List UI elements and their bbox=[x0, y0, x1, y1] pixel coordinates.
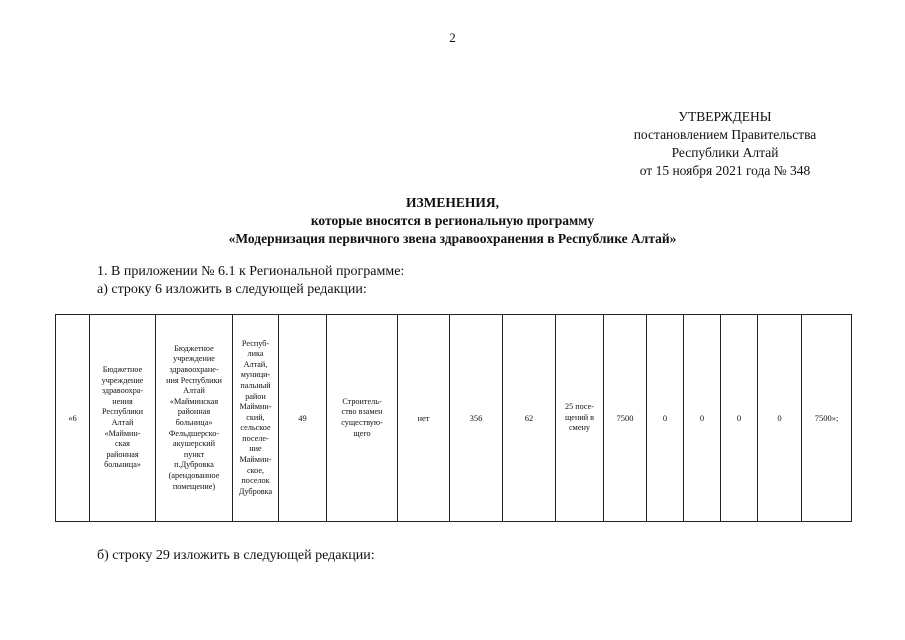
table-cell-institution: Бюджетное учреждение здравоохра- нения Республики Алтай «Маймин- ская районная больница» bbox=[90, 315, 156, 522]
table-cell-value: 0 bbox=[758, 315, 802, 522]
heading-program-name: «Модернизация первичного звена здравоохранения в Республике Алтай» bbox=[228, 231, 677, 246]
approval-line: от 15 ноября 2021 года № 348 bbox=[639, 163, 811, 178]
heading-title: ИЗМЕНЕНИЯ, bbox=[405, 195, 499, 210]
table-cell-value: 0 bbox=[721, 315, 758, 522]
page-number: 2 bbox=[449, 30, 456, 45]
paragraph-row-6: а) строку 6 изложить в следующей редакции: bbox=[97, 282, 367, 297]
table-cell-value: нет bbox=[398, 315, 450, 522]
heading-subtitle: которые вносятся в региональную программу bbox=[310, 213, 595, 228]
amendment-table bbox=[55, 314, 852, 522]
approval-line: постановлением Правительства bbox=[633, 127, 817, 142]
paragraph-appendix: 1. В приложении № 6.1 к Региональной программе: bbox=[97, 264, 405, 279]
table-cell-row-number: «6 bbox=[56, 315, 90, 522]
table-cell-value: 0 bbox=[684, 315, 721, 522]
document-heading bbox=[0, 194, 905, 248]
table-cell-value: 49 bbox=[279, 315, 327, 522]
table-cell-total: 7500»; bbox=[802, 315, 852, 522]
table-cell-value: 7500 bbox=[604, 315, 647, 522]
table-cell-facility: Бюджетное учреждение здравоохране- ния Республики Алтай «Майминская районная больница» Фельдшерско- акушерский пункт п.Дубровка (арендованное помещение) bbox=[156, 315, 233, 522]
table-cell-value: 356 bbox=[450, 315, 503, 522]
paragraph-row-29: б) строку 29 изложить в следующей редакции: bbox=[97, 548, 375, 563]
table-cell-work-type: Строитель- ство взамен существую- щего bbox=[327, 315, 398, 522]
table-cell-capacity: 25 посе- щений в смену bbox=[556, 315, 604, 522]
table-cell-value: 0 bbox=[647, 315, 684, 522]
approval-block bbox=[600, 108, 850, 180]
approval-line: Республики Алтай bbox=[671, 145, 779, 160]
approval-line: УТВЕРЖДЕНЫ bbox=[678, 109, 772, 124]
table-row bbox=[56, 315, 852, 522]
table-cell-location: Респуб- лика Алтай, муници- пальный район Маймин- ский, сельское поселе- ние Маймин- ское, поселок Дубровка bbox=[233, 315, 279, 522]
table-cell-value: 62 bbox=[503, 315, 556, 522]
